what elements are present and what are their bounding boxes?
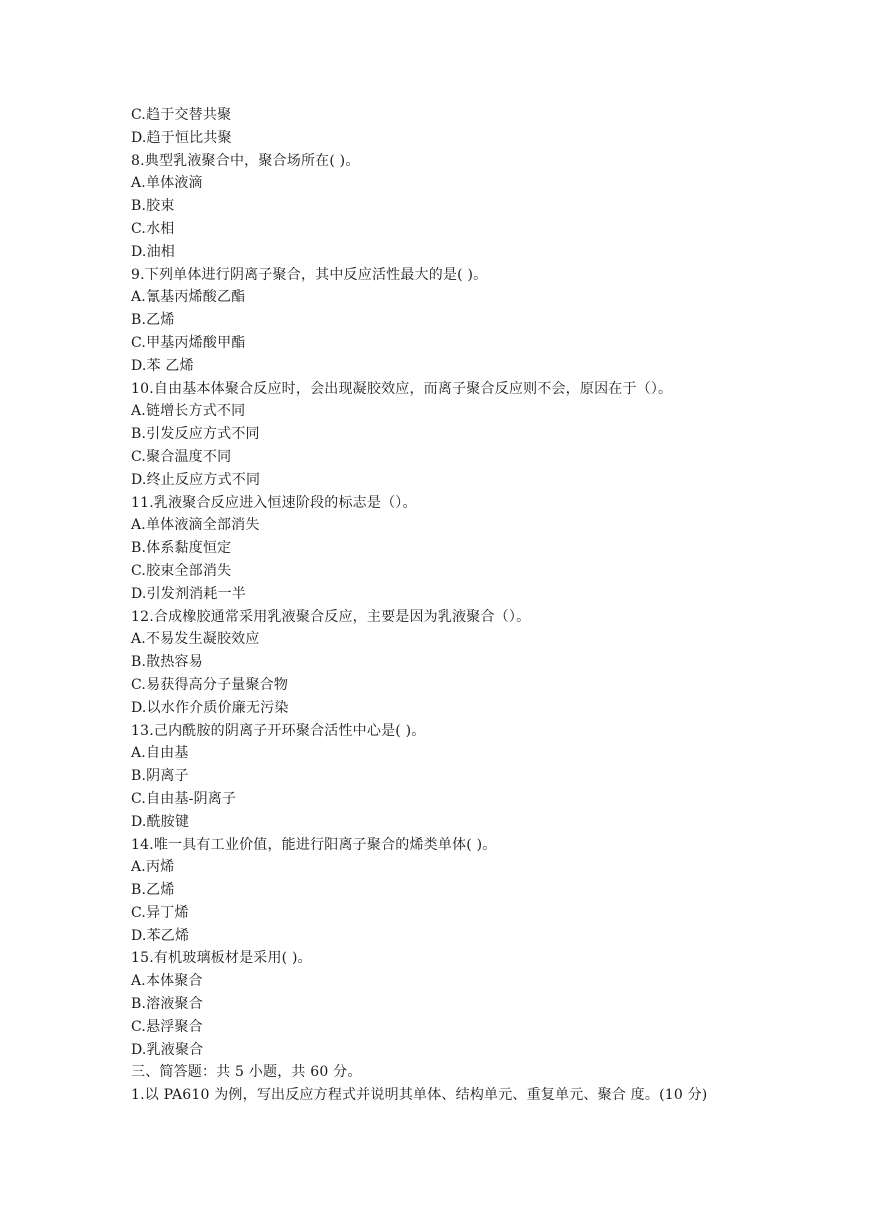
option-line: D.乳液聚合	[131, 1041, 204, 1058]
option-line: A.丙烯	[131, 859, 175, 876]
option-line: A.本体聚合	[131, 973, 203, 990]
option-line: D.引发剂消耗一半	[131, 585, 246, 602]
exam-text-body	[131, 104, 831, 1107]
option-line: A.不易发生凝胶效应	[131, 631, 260, 648]
option-line: B.散热容易	[131, 654, 203, 671]
option-line: C.胶束全部消失	[131, 562, 232, 579]
option-line: B.胶束	[131, 198, 175, 215]
question-11: 11.乳液聚合反应进入恒速阶段的标志是（）。	[131, 494, 417, 511]
question-10: 10.自由基本体聚合反应时，会出现凝胶效应，而离子聚合反应则不会，原因在于（）。	[131, 380, 673, 397]
option-line: C.趋于交替共聚	[131, 107, 232, 123]
option-line: B.引发反应方式不同	[131, 426, 260, 443]
option-line: C.聚合温度不同	[131, 448, 232, 465]
option-line: C.甲基丙烯酸甲酯	[131, 334, 246, 351]
option-line: C.水相	[131, 220, 175, 237]
option-line: A.氰基丙烯酸乙酯	[131, 289, 246, 306]
option-line: B.乙烯	[131, 312, 175, 329]
option-line: A.单体液滴	[131, 175, 203, 192]
option-line: D.终止反应方式不同	[131, 471, 261, 488]
option-line: D.油相	[131, 243, 175, 260]
question-13: 13.己内酰胺的阴离子开环聚合活性中心是( )。	[131, 722, 426, 739]
question-15: 15.有机玻璃板材是采用( )。	[131, 950, 312, 967]
question-8: 8.典型乳液聚合中，聚合场所在( )。	[131, 152, 360, 169]
question-14: 14.唯一具有工业价值，能进行阳离子聚合的烯类单体( )。	[131, 836, 497, 853]
option-line: D.以水作介质价廉无污染	[131, 699, 289, 716]
option-line: D.酰胺键	[131, 813, 190, 830]
option-line: D.苯乙烯	[131, 927, 190, 944]
option-line: D.苯 乙烯	[131, 357, 194, 374]
option-line: A.单体液滴全部消失	[131, 517, 260, 534]
option-line: B.体系黏度恒定	[131, 540, 232, 557]
option-line: C.易获得高分子量聚合物	[131, 676, 289, 693]
option-line: D.趋于恒比共聚	[131, 129, 232, 146]
section-heading: 三、简答题：共 5 小题，共 60 分。	[131, 1064, 362, 1081]
option-line: B.阴离子	[131, 768, 189, 785]
short-answer-question-1: 1.以 PA610 为例，写出反应方程式并说明其单体、结构单元、重复单元、聚合 度。(10 分)	[131, 1087, 708, 1104]
option-line: C.悬浮聚合	[131, 1018, 203, 1035]
option-line: C.自由基-阴离子	[131, 790, 237, 807]
option-line: C.异丁烯	[131, 904, 189, 921]
question-9: 9.下列单体进行阴离子聚合，其中反应活性最大的是( )。	[131, 266, 488, 283]
option-line: B.乙烯	[131, 882, 175, 899]
option-line: A.链增长方式不同	[131, 403, 246, 420]
option-line: A.自由基	[131, 745, 189, 762]
question-12: 12.合成橡胶通常采用乳液聚合反应，主要是因为乳液聚合（）。	[131, 608, 531, 625]
option-line: B.溶液聚合	[131, 996, 203, 1013]
